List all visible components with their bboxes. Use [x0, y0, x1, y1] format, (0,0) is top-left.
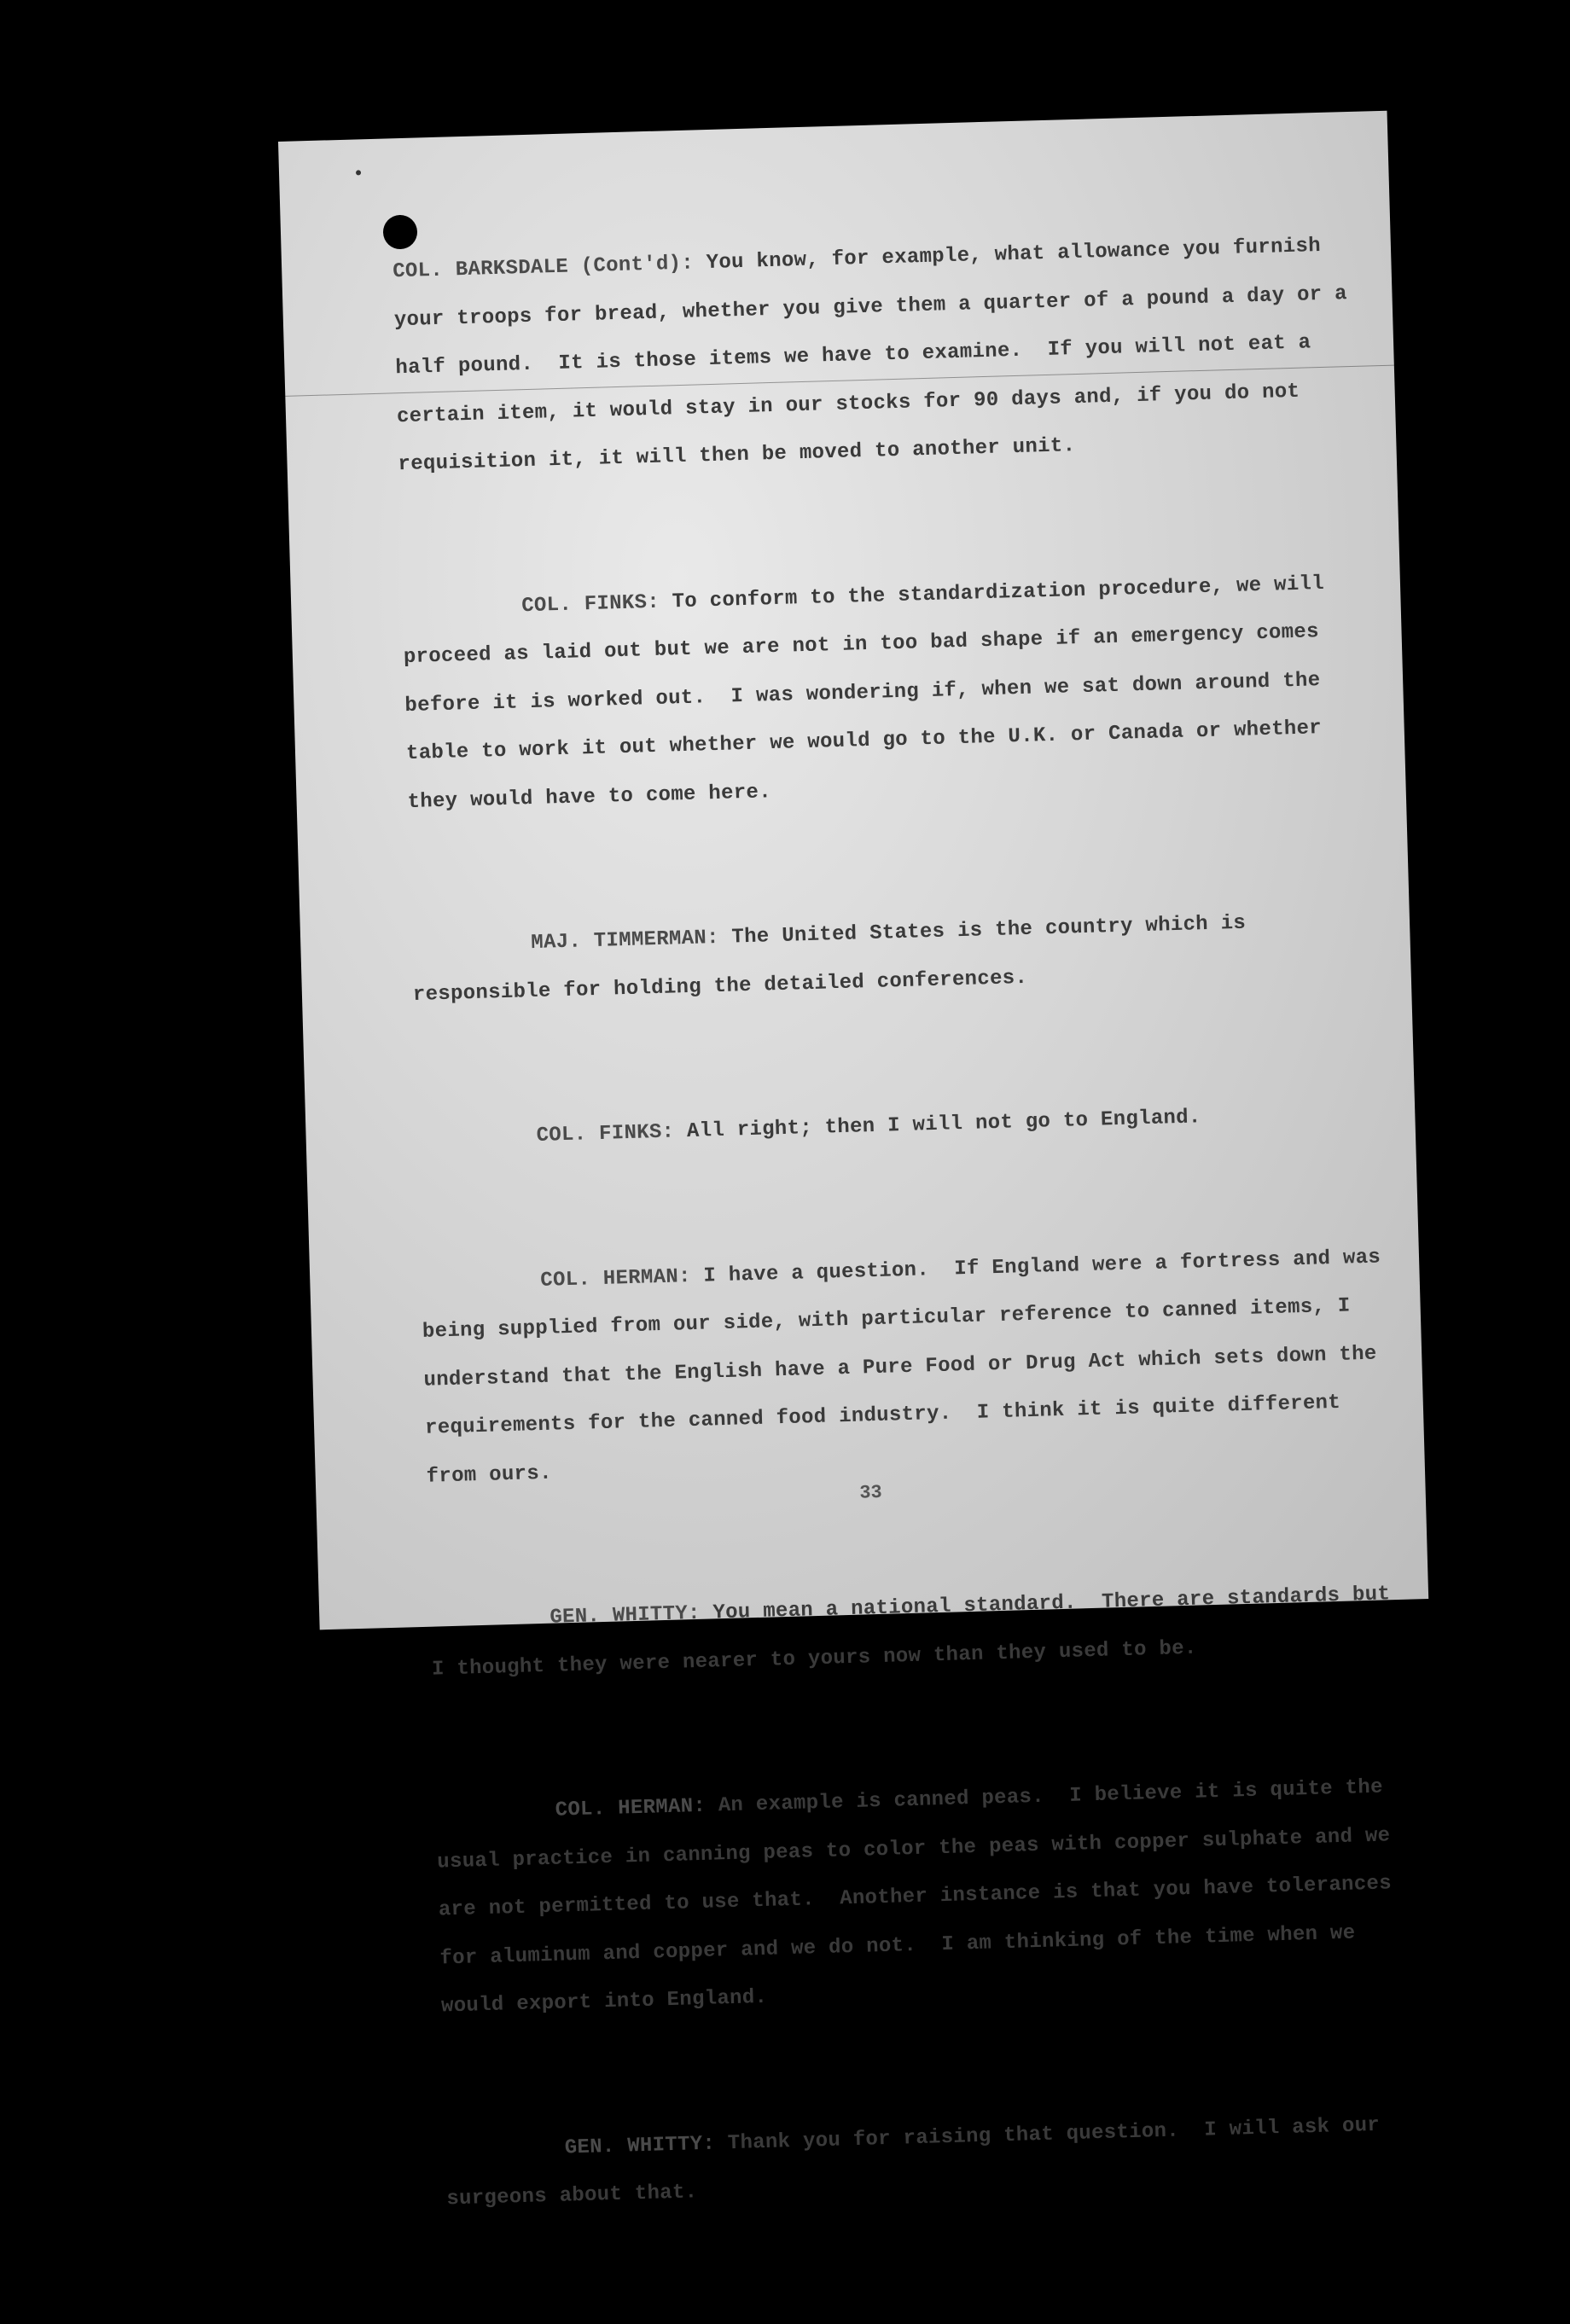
transcript-body: [389, 125, 1414, 2321]
speaker-label: COL. FINKS:: [536, 1120, 675, 1147]
speaker-label: COL. FINKS:: [520, 590, 660, 618]
paragraph-text: You know, for example, what allowance you furnish your troops for bread, whether you give them a quarter of a pound a day or a half pound. It is those items we have to examine. If you will not eat a certain item, it would stay in our stocks for 90 days and, if you do not requisition it, it will then be moved to another unit.: [393, 234, 1360, 477]
margin-dot: [356, 170, 361, 175]
paragraph: [402, 559, 1372, 827]
paragraph: [430, 1571, 1404, 1694]
paragraph-text: You mean a national standard. There are standards but I thought they were nearer to yours now than they used to be.: [431, 1582, 1404, 1682]
paragraph: [411, 896, 1378, 1020]
paragraph: [416, 1089, 1381, 1164]
document-page: [278, 111, 1428, 2211]
paragraph-text: Thank you for raising that question. I will ask our surgeons about that.: [446, 2112, 1393, 2211]
paragraph: [445, 2100, 1411, 2224]
page-number: 33: [858, 1481, 883, 1504]
paragraph: [421, 1234, 1394, 1502]
paragraph-text: An example is canned peas. I believe it is quite the usual practice in canning peas to color the peas with copper sulphate and we are not permitted to use that. Another instance is that you have tolerances for aluminum and copper and we do not. I am thinking of the time when we would export into England.: [437, 1775, 1404, 2019]
speaker-label: GEN. WHITTY:: [550, 1601, 701, 1630]
speaker-label: COL. HERMAN:: [540, 1264, 692, 1293]
paragraph: [435, 1763, 1405, 2031]
paragraph: [392, 222, 1363, 490]
speaker-label: COL. HERMAN:: [555, 1794, 706, 1822]
speaker-label: MAJ. TIMMERMAN:: [530, 926, 720, 956]
speaker-label: COL. BARKSDALE (Cont'd):: [392, 252, 695, 284]
paragraph-text: All right; then I will not go to England.: [673, 1106, 1201, 1144]
paragraph-text: I have a question. If England were a fortress and was being supplied from our side, with particular reference to canned items, I understand that the English have a Pure Food or Drug Act which sets down the requirements for the canned food industry. I think it is quite different from ours.: [422, 1245, 1394, 1489]
paragraph-text: The United States is the country which is responsible for holding the detailed conferences.: [412, 911, 1259, 1007]
paragraph-text: To conform to the standardization procedure, we will proceed as laid out but we are not in too bad shape if an emergency comes before it is worked out. I was wondering if, when we sat down around the table to work it out whether we would go to the U.K. or Canada or whether they would have to come here.: [403, 572, 1337, 814]
speaker-label: GEN. WHITTY:: [564, 2132, 716, 2160]
